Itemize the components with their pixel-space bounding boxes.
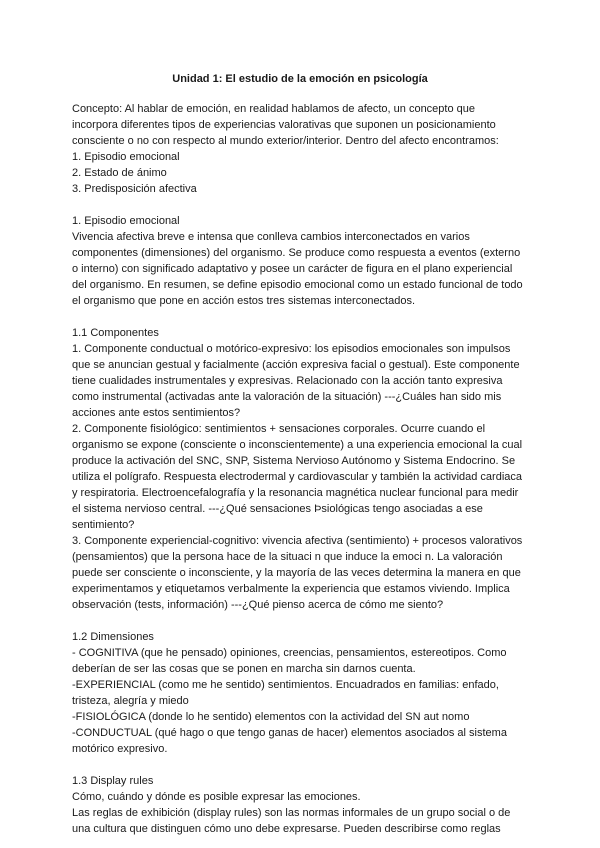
episodio-section [72,213,532,309]
text-line: motórico expresivo. [72,743,168,755]
text-line: Las reglas de exhibición (display rules) son las normas informales de un grupo social o de [72,807,511,819]
text-line: organismo se expone (consciente o inconscientemente) a una experiencia emocional la cual [72,439,523,451]
text-line: observación (tests, información) ---¿Qué pienso acerca de cómo me siento? [72,599,444,611]
text-line: -FISIOLÓGICA (donde lo he sentido) elementos con la actividad del SN aut nomo [72,711,470,723]
text-line: deberían de ser las cosas que se ponen en marcha sin darnos cuenta. [72,663,416,675]
componentes-section [72,325,532,613]
text-line: acciones ante estos sentimientos? [72,407,241,419]
display-rules-section [72,773,532,837]
text-line: o interno) con significado adaptativo y posee un carácter de figura en el plano experiencial [72,263,513,275]
text-line: 1. Componente conductual o motórico-expresivo: los episodios emocionales son impulsos [72,343,511,355]
text-line: 2. Componente fisiológico: sentimientos + sensaciones corporales. Ocurre cuando el [72,423,486,435]
list-item: 3. Predisposición afectiva [72,183,197,195]
text-line: componentes (dimensiones) del organismo. Se produce como respuesta a eventos (externo [72,247,521,259]
text-line: 3. Componente experiencial-cognitivo: vivencia afectiva (sentimiento) + procesos valorativos [72,535,523,547]
text-line: consciente o no con respecto al mundo exterior/interior. Dentro del afecto encontramos: [72,135,499,147]
section-heading: 1.2 Dimensiones [72,631,154,643]
text-line: tiene cualidades instrumentales y expresivas. Relacionado con la acción tanto expresiva [72,375,503,387]
section-heading: 1. Episodio emocional [72,215,180,227]
text-line: el organismo que pone en acción estos tres sistemas interconectados. [72,295,416,307]
text-line: del organismo. En resumen, se define episodio emocional como un estado funcional de todo [72,279,523,291]
document-title: Unidad 1: El estudio de la emoción en psicología [172,73,428,85]
text-line: sentimiento? [72,519,135,531]
section-heading: 1.3 Display rules [72,775,154,787]
section-heading: 1.1 Componentes [72,327,159,339]
text-line: -CONDUCTUAL (qué hago o que tengo ganas de hacer) elementos asociados al sistema [72,727,507,739]
concepto-paragraph [72,101,532,197]
text-line: Cómo, cuándo y dónde es posible expresar las emociones. [72,791,361,803]
text-line: Vivencia afectiva breve e intensa que conlleva cambios interconectados en varios [72,231,470,243]
list-item: 1. Episodio emocional [72,151,180,163]
text-line: utiliza el polígrafo. Respuesta electrodermal y cardiovascular y también la actividad cardiaca [72,471,523,483]
list-item: 2. Estado de ánimo [72,167,167,179]
text-line: puede ser consciente o inconsciente, y la mayoría de las veces determina la manera en que [72,567,521,579]
text-line: tristeza, alegría y miedo [72,695,189,707]
text-line: Concepto: Al hablar de emoción, en realidad hablamos de afecto, un concepto que [72,103,475,115]
text-line: el sistema nervioso central. ---¿Qué sensaciones Þsiológicas tengo asociadas a ese [72,503,483,515]
text-line: que se anuncian gestual y facialmente (acción expresiva facial o gestual). Este componente [72,359,520,371]
dimensiones-section [72,629,532,757]
text-line: incorpora diferentes tipos de experiencias valorativas que suponen un posicionamiento [72,119,496,131]
text-line: experimentamos y etiquetamos verbalmente la experiencia que estamos viviendo. Implica [72,583,510,595]
text-line: produce la activación del SNC, SNP, Sistema Nervioso Autónomo y Sistema Endocrino. Se [72,455,516,467]
text-line: -EXPERIENCIAL (como me he sentido) sentimientos. Encuadrados en familias: enfado, [72,679,499,691]
document-body [72,101,532,837]
text-line: como instrumental (activadas ante la valoración de la situación) ---¿Cuáles han sido mis [72,391,502,403]
text-line: y respiratoria. Electroencefalografía y la resonancia magnética nuclear funcional para medir [72,487,519,499]
text-line: (pensamientos) que la persona hace de la situaci n que induce la emoci n. La valoración [72,551,503,563]
text-line: - COGNITIVA (que he pensado) opiniones, creencias, pensamientos, estereotipos. Como [72,647,507,659]
text-line: una cultura que distinguen cómo uno debe expresarse. Pueden describirse como reglas [72,823,501,835]
